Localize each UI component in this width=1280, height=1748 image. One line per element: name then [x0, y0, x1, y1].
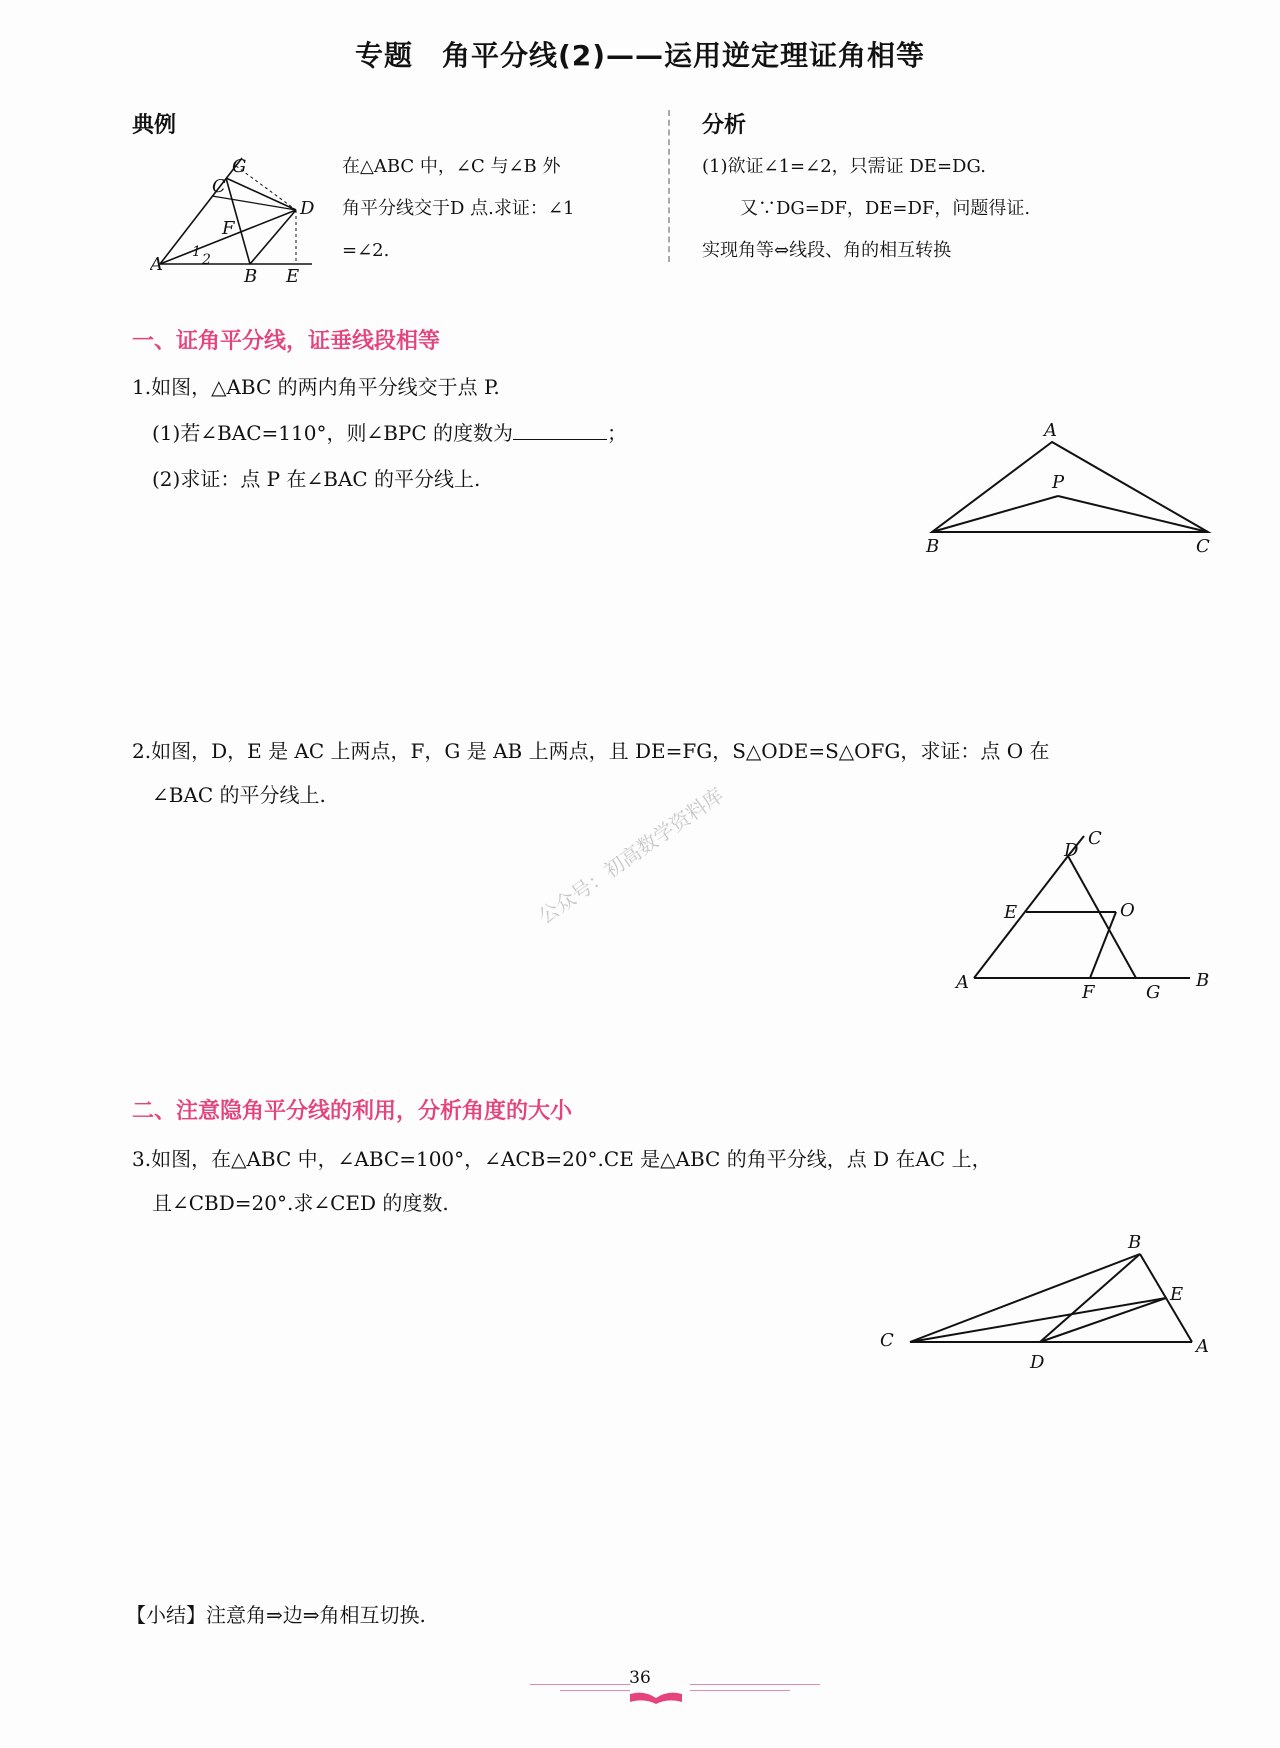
q2-figure: [950, 826, 1220, 1006]
fig-label: O: [1120, 900, 1135, 921]
column-divider: [668, 110, 670, 262]
q3-figure: [870, 1230, 1220, 1380]
page-number: 36: [629, 1668, 651, 1688]
fig-label: A: [150, 254, 163, 275]
fig-label: P: [1052, 472, 1065, 493]
example-figure: [150, 148, 330, 288]
fig-label: B: [1196, 970, 1210, 991]
q1-stem: 1.如图，△ABC 的两内角平分线交于点 P.: [132, 375, 500, 399]
page-title: 专题 角平分线(2)——运用逆定理证角相等: [354, 39, 926, 72]
footer-line-right: [690, 1690, 790, 1691]
answer-blank[interactable]: [513, 417, 607, 440]
q1-part1: (1)若∠BAC=110°，则∠BPC 的度数为 ；: [152, 412, 627, 454]
q3-line1: 3.如图，在△ABC 中，∠ABC=100°，∠ACB=20°.CE 是△ABC 的角平分线，点 D 在AC 上，: [132, 1147, 992, 1171]
fig-label: D: [1030, 1352, 1045, 1373]
fig-label: F: [1082, 982, 1095, 1003]
book-icon: [626, 1688, 686, 1708]
footer-line-left: [560, 1690, 630, 1691]
q2-line2: ∠BAC 的平分线上.: [152, 783, 326, 807]
fig-label: C: [1196, 536, 1210, 557]
summary: 【小结】注意角⇒边⇒角相互切换.: [126, 1603, 426, 1627]
fig-label: C: [1088, 828, 1102, 849]
q3-line2: 且∠CBD=20°.求∠CED 的度数.: [152, 1191, 449, 1215]
q2-line1: 2.如图，D，E 是 AC 上两点，F，G 是 AB 上两点，且 DE=FG，S△ODE=S△OFG，求证：点 O 在: [132, 739, 1050, 763]
fig-label: B: [926, 536, 940, 557]
fig-label: G: [232, 156, 247, 177]
fig-label: F: [222, 218, 235, 239]
fig-label: A: [956, 972, 969, 993]
section2-header: 二、注意隐角平分线的利用，分析角度的大小: [132, 1099, 573, 1124]
q1-part2: (2)求证：点 P 在∠BAC 的平分线上.: [152, 467, 481, 491]
fig-label: A: [1044, 420, 1057, 441]
fig-label: C: [880, 1330, 894, 1351]
fig-label: D: [1064, 840, 1079, 861]
analysis-header: 分析: [702, 113, 747, 138]
fig-label: B: [1128, 1232, 1142, 1253]
fig-label: G: [1146, 982, 1161, 1003]
fig-label: C: [212, 176, 226, 197]
fig-label: E: [1004, 902, 1018, 923]
analysis-text: (1)欲证∠1=∠2，只需证 DE=DG. 又∵DG=DF，DE=DF，问题得证. 实现角等⇔线段、角的相互转换: [702, 156, 1031, 261]
q1-figure: [920, 420, 1220, 560]
fig-label: D: [300, 198, 315, 219]
watermark: 公众号：初高数学资料库: [533, 782, 728, 929]
fig-label: A: [1196, 1336, 1209, 1357]
fig-label: B: [244, 266, 258, 287]
example-header: 典例: [132, 113, 177, 138]
fig-label: 2: [202, 252, 211, 268]
fig-label: E: [1170, 1284, 1184, 1305]
fig-label: E: [286, 266, 300, 287]
section1-header: 一、证角平分线，证垂线段相等: [132, 329, 441, 354]
example-text: 在△ABC 中，∠C 与∠B 外 角平分线交于D 点.求证：∠1 =∠2.: [342, 156, 575, 261]
fig-label: 1: [192, 244, 201, 260]
